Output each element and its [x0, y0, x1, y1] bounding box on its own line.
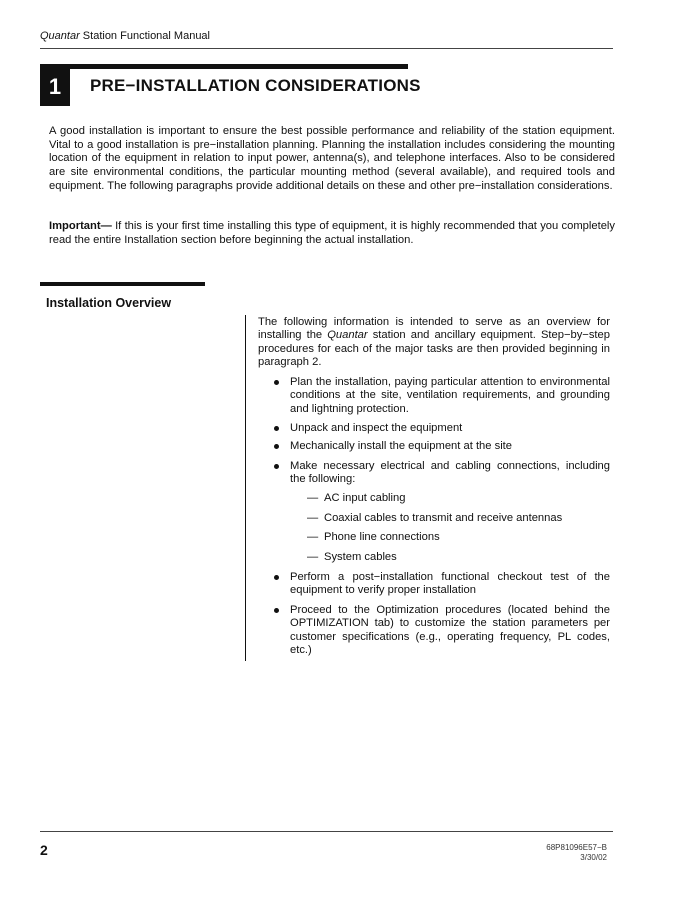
change-bar	[245, 315, 246, 661]
bullet-icon	[274, 464, 279, 469]
overview-text-b: station and ancillary equipment. Step−by−step procedures for each of the major tasks are then provided beginning in paragraph 2.	[258, 329, 610, 368]
sub-list-item-text: AC input cabling	[324, 492, 406, 504]
bullet-icon	[274, 426, 279, 431]
list-item-text: Perform a post−installation functional checkout test of the equipment to verify proper installation	[290, 571, 610, 597]
header-manual-title: Station Functional Manual	[79, 30, 210, 42]
bullet-icon	[274, 380, 279, 385]
list-item-text: Mechanically install the equipment at the site	[290, 440, 513, 452]
sub-list-item-text: Phone line connections	[324, 531, 440, 543]
document-number: 68P81096E57−B	[546, 843, 607, 852]
list-item-text: Make necessary electrical and cabling connections, including the following:	[290, 460, 610, 486]
running-header	[40, 30, 210, 42]
important-label: Important—	[49, 220, 112, 232]
list-item-text: Plan the installation, paying particular attention to environmental conditions at the site, ventilation requirements, and grounding and lightning protection.	[290, 376, 610, 415]
document-date: 3/30/02	[580, 853, 607, 862]
important-text: If this is your first time installing this type of equipment, it is highly recommended that you completely read the entire Installation section before beginning the actual installation.	[49, 220, 615, 246]
chapter-number: 1	[40, 64, 70, 106]
dash-icon: —	[307, 551, 319, 563]
section-title: Installation Overview	[46, 296, 172, 310]
overview-product-name: Quantar	[327, 329, 368, 342]
section-bar	[40, 282, 205, 286]
overview-text-a: The following information is intended to serve as an overview for installing the	[258, 316, 610, 342]
bullet-icon	[274, 444, 279, 449]
sub-list-item	[307, 551, 397, 563]
sub-list-item-text: System cables	[324, 551, 397, 563]
header-rule	[40, 48, 613, 49]
header-product-name: Quantar	[40, 30, 80, 42]
document-info	[480, 843, 607, 863]
overview-paragraph	[258, 316, 610, 369]
sub-list-item	[307, 492, 405, 504]
intro-paragraph: A good installation is important to ensure the best possible performance and reliability of the station equipment. Vital to a good installation is pre−installation planning. Planning the installation includes considering the mounting location of the equipment in relation to input power, antenna(s), and telephone interfaces. Also to be considered are site environmental conditions, the particular mounting method (several available), and required tools and equipment. The following paragraphs provide additional details on these and other pre−installation considerations.	[49, 125, 615, 192]
sub-list-item-text: Coaxial cables to transmit and receive antennas	[324, 512, 563, 524]
list-item-text: Proceed to the Optimization procedures (located behind the OPTIMIZATION tab) to customize the station parameters per customer specifications (e.g., operating frequency, PL codes, etc.)	[290, 604, 610, 656]
sub-list-item	[307, 531, 440, 543]
sub-list-item	[307, 512, 562, 524]
chapter-bar	[40, 64, 408, 69]
important-note	[49, 220, 615, 247]
bullet-icon	[274, 575, 279, 580]
chapter-title: PRE−INSTALLATION CONSIDERATIONS	[90, 76, 421, 95]
footer-rule	[40, 831, 613, 832]
page-number: 2	[40, 842, 48, 858]
dash-icon: —	[307, 531, 319, 543]
bullet-icon	[274, 608, 279, 613]
list-item-text: Unpack and inspect the equipment	[290, 422, 463, 434]
dash-icon: —	[307, 512, 319, 524]
dash-icon: —	[307, 492, 319, 504]
